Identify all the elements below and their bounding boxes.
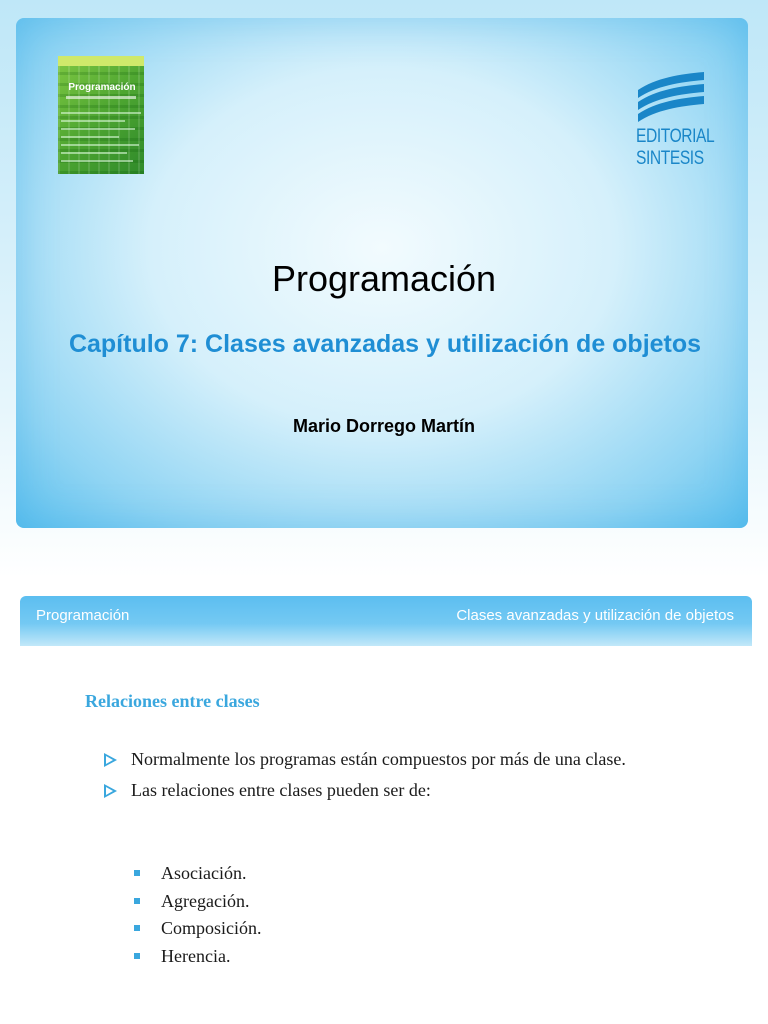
book-cover-code-line <box>61 152 127 154</box>
bullet-item <box>104 748 684 771</box>
book-cover-author-line <box>66 96 136 99</box>
book-cover-code-line <box>61 112 141 114</box>
relation-type-item <box>134 915 534 943</box>
slide-subtitle: Capítulo 7: Clases avanzadas y utilización de objetos <box>68 330 702 358</box>
slide-author: Mario Dorrego Martín <box>292 416 475 436</box>
book-cover-image <box>58 56 144 174</box>
bullet-item <box>104 779 684 802</box>
bullet-text: Normalmente los programas están compuestos por más de una clase. <box>131 749 626 769</box>
logo-waves-icon <box>636 70 708 124</box>
section-heading: Relaciones entre clases <box>85 691 260 711</box>
relation-type-item <box>134 943 534 971</box>
header-chapter-title: Clases avanzadas y utilización de objetos <box>456 607 734 624</box>
arrow-bullet-icon <box>104 784 117 798</box>
slide-title: Programación <box>271 258 497 299</box>
bullet-list <box>104 748 684 810</box>
slide-header-bar <box>20 596 752 646</box>
square-bullet-icon <box>134 898 140 904</box>
book-cover-code-line <box>61 128 135 130</box>
book-cover-code-line <box>61 160 133 162</box>
book-cover-code-line <box>61 136 119 138</box>
relation-type-item <box>134 888 534 916</box>
arrow-bullet-icon <box>104 753 117 767</box>
bullet-text: Las relaciones entre clases pueden ser de: <box>131 780 431 800</box>
book-cover-title: Programación <box>68 82 136 93</box>
square-bullet-icon <box>134 870 140 876</box>
relation-type-text: Composición. <box>161 918 262 938</box>
editorial-sintesis-logo <box>636 70 715 174</box>
logo-line-sintesis: SINTESIS <box>636 148 704 169</box>
relation-types-list <box>134 860 534 970</box>
book-cover-code-line <box>61 120 125 122</box>
relation-type-text: Agregación. <box>161 890 250 911</box>
square-bullet-icon <box>134 925 140 931</box>
book-cover-band <box>58 56 144 66</box>
header-course-title: Programación <box>36 607 130 624</box>
logo-line-editorial: EDITORIAL <box>636 126 715 147</box>
relation-type-text: Asociación. <box>161 863 247 883</box>
relation-type-text: Herencia. <box>161 945 231 966</box>
relation-type-item <box>134 860 534 888</box>
book-cover-code-line <box>61 144 139 146</box>
square-bullet-icon <box>134 953 140 959</box>
